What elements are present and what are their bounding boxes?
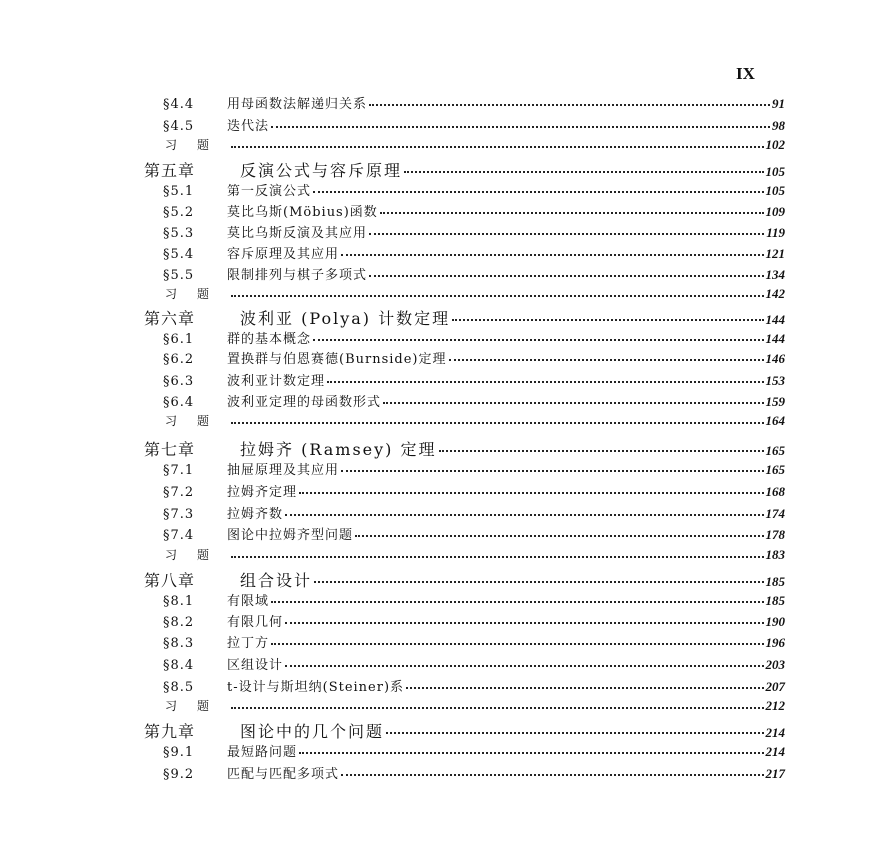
dot-leader [386, 732, 763, 734]
toc-entry-number: §8.1 [163, 594, 195, 609]
toc-exercise-row [165, 546, 785, 563]
toc-entry-page: 144 [765, 312, 785, 327]
toc-entry-number: 习题 [165, 548, 230, 562]
toc-entry-page: 91 [772, 96, 785, 111]
toc-entry-number: §6.4 [163, 395, 195, 410]
toc-section-row [163, 243, 785, 262]
toc-entry-title: 拉姆齐 (Ramsey) 定理 [240, 440, 437, 459]
toc-entry-title: 置换群与伯恩赛德(Burnside)定理 [227, 352, 447, 367]
toc-chapter-row [144, 437, 785, 460]
toc-entry-page: 105 [765, 183, 785, 198]
toc-entry-page: 178 [765, 527, 785, 542]
dot-leader [341, 470, 763, 472]
dot-leader [231, 422, 763, 424]
toc-entry-number: §5.5 [163, 268, 195, 283]
toc-section-row [163, 93, 785, 112]
toc-entry-title: 抽屉原理及其应用 [227, 463, 340, 478]
toc-entry-title: 限制排列与棋子多项式 [227, 268, 368, 283]
toc-entry-page: 153 [765, 373, 785, 388]
toc-entry-page: 207 [765, 679, 785, 694]
toc-entry-title: 图论中拉姆齐型问题 [227, 528, 354, 543]
toc-entry-number: 习题 [165, 699, 230, 713]
toc-entry-title: 波利亚计数定理 [227, 374, 326, 389]
toc-section-row [163, 201, 785, 220]
dot-leader [355, 535, 763, 537]
dot-leader [383, 402, 763, 404]
dot-leader [231, 146, 763, 148]
toc-entry-page: 196 [765, 635, 785, 650]
toc-section-row [163, 391, 785, 410]
toc-entry-page: 168 [765, 484, 785, 499]
page-number: IX [736, 64, 755, 83]
dot-leader [369, 233, 764, 235]
dot-leader [369, 275, 763, 277]
toc-entry-page: 185 [765, 593, 785, 608]
dot-leader [271, 126, 770, 128]
toc-entry-page: 159 [765, 394, 785, 409]
toc-entry-title: 迭代法 [227, 119, 270, 134]
toc-entry-number: §8.2 [163, 615, 195, 630]
toc-entry-title: 最短路问题 [227, 745, 298, 760]
toc-section-row [163, 741, 785, 760]
toc-entry-title: 莫比乌斯反演及其应用 [227, 226, 368, 241]
toc-entry-page: 119 [766, 225, 785, 240]
toc-entry-title: 图论中的几个问题 [240, 722, 385, 741]
toc-entry-page: 183 [765, 547, 785, 562]
toc-entry-page: 214 [765, 744, 785, 759]
toc-entry-title: 有限域 [227, 594, 270, 609]
toc-entry-number: §8.5 [163, 680, 195, 695]
toc-section-row [163, 524, 785, 543]
dot-leader [231, 556, 763, 558]
dot-leader [369, 104, 770, 106]
toc-entry-page: 214 [765, 725, 785, 740]
toc-entry-number: 第七章 [144, 440, 196, 459]
dot-leader [406, 687, 763, 689]
dot-leader [231, 295, 763, 297]
toc-entry-page: 203 [765, 657, 785, 672]
toc-entry-title: 有限几何 [227, 615, 284, 630]
dot-leader [341, 774, 763, 776]
toc-entry-title: t-设计与斯坦纳(Steiner)系 [227, 680, 405, 695]
dot-leader [285, 622, 763, 624]
toc-entry-number: 习题 [165, 414, 230, 428]
toc-section-row [163, 115, 785, 134]
toc-entry-number: 习题 [165, 138, 230, 152]
toc-section-row [163, 328, 785, 347]
toc-entry-number: §9.1 [163, 745, 195, 760]
toc-entry-title: 容斥原理及其应用 [227, 247, 340, 262]
toc-entry-number: §7.2 [163, 485, 195, 500]
toc-entry-page: 212 [765, 698, 785, 713]
toc-entry-number: 第六章 [144, 309, 196, 328]
toc-chapter-row [144, 158, 785, 181]
dot-leader [299, 752, 763, 754]
dot-leader [452, 319, 763, 321]
toc-entry-title: 区组设计 [227, 658, 284, 673]
toc-entry-page: 164 [765, 413, 785, 428]
toc-entry-number: §8.4 [163, 658, 195, 673]
toc-entry-title: 反演公式与容斥原理 [240, 161, 403, 180]
toc-entry-page: 190 [765, 614, 785, 629]
toc-section-row [163, 222, 785, 241]
toc-entry-page: 121 [765, 246, 785, 261]
toc-entry-page: 109 [765, 204, 785, 219]
toc-section-row [163, 763, 785, 782]
toc-entry-page: 146 [765, 351, 785, 366]
toc-entry-number: §6.3 [163, 374, 195, 389]
dot-leader [271, 643, 763, 645]
toc-entry-number: §5.2 [163, 205, 195, 220]
toc-entry-page: 102 [765, 137, 785, 152]
toc-entry-title: 拉丁方 [227, 636, 270, 651]
toc-entry-page: 142 [765, 286, 785, 301]
toc-entry-title: 波利亚定理的母函数形式 [227, 395, 382, 410]
toc-exercise-row [165, 697, 785, 714]
dot-leader [380, 212, 764, 214]
toc-section-row [163, 503, 785, 522]
toc-entry-number: §5.4 [163, 247, 195, 262]
toc-exercise-row [165, 136, 785, 153]
toc-entry-number: §4.5 [163, 119, 195, 134]
toc-entry-page: 98 [772, 118, 785, 133]
toc-chapter-row [144, 719, 785, 742]
toc-entry-number: 习题 [165, 287, 230, 301]
toc-entry-number: §9.2 [163, 767, 195, 782]
toc-chapter-row [144, 568, 785, 591]
toc-section-row [163, 590, 785, 609]
toc-entry-number: §7.3 [163, 507, 195, 522]
toc-entry-title: 用母函数法解递归关系 [227, 97, 368, 112]
dot-leader [341, 254, 763, 256]
dot-leader [285, 514, 763, 516]
toc-entry-page: 165 [765, 443, 785, 458]
toc-section-row [163, 611, 785, 630]
toc-entry-number: §8.3 [163, 636, 195, 651]
toc-entry-page: 144 [765, 331, 785, 346]
toc-entry-title: 群的基本概念 [227, 332, 312, 347]
toc-exercise-row [165, 285, 785, 302]
toc-section-row [163, 459, 785, 478]
toc-entry-title: 拉姆齐定理 [227, 485, 298, 500]
toc-entry-page: 185 [765, 574, 785, 589]
toc-entry-number: 第五章 [144, 161, 196, 180]
toc-section-row [163, 348, 785, 367]
toc-entry-title: 匹配与匹配多项式 [227, 767, 340, 782]
toc-entry-title: 第一反演公式 [227, 184, 312, 199]
toc-exercise-row [165, 412, 785, 429]
toc-entry-number: §7.1 [163, 463, 195, 478]
toc-entry-number: 第九章 [144, 722, 196, 741]
toc-entry-page: 134 [765, 267, 785, 282]
toc-entry-number: §6.2 [163, 352, 195, 367]
toc-entry-page: 174 [765, 506, 785, 521]
toc-entry-page: 217 [765, 766, 785, 781]
dot-leader [285, 665, 763, 667]
dot-leader [314, 581, 763, 583]
toc-entry-page: 105 [765, 164, 785, 179]
dot-leader [271, 601, 763, 603]
toc-section-row [163, 654, 785, 673]
dot-leader [231, 707, 763, 709]
toc-entry-number: §6.1 [163, 332, 195, 347]
toc-section-row [163, 676, 785, 695]
toc-section-row [163, 632, 785, 651]
toc-entry-number: 第八章 [144, 571, 196, 590]
dot-leader [439, 450, 764, 452]
toc-entry-title: 波利亚 (Polya) 计数定理 [240, 309, 451, 328]
toc-section-row [163, 481, 785, 500]
toc-entry-title: 组合设计 [240, 571, 313, 590]
dot-leader [404, 171, 763, 173]
toc-entry-title: 莫比乌斯(Möbius)函数 [227, 205, 378, 220]
dot-leader [313, 191, 763, 193]
dot-leader [313, 339, 763, 341]
toc-entry-number: §5.1 [163, 184, 195, 199]
toc-entry-page: 165 [765, 462, 785, 477]
toc-section-row [163, 180, 785, 199]
toc-section-row [163, 370, 785, 389]
toc-section-row [163, 264, 785, 283]
toc-entry-title: 拉姆齐数 [227, 507, 284, 522]
toc-entry-number: §7.4 [163, 528, 195, 543]
toc-entry-number: §4.4 [163, 97, 195, 112]
dot-leader [327, 381, 763, 383]
toc-chapter-row [144, 306, 785, 329]
toc-entry-number: §5.3 [163, 226, 195, 241]
dot-leader [449, 359, 764, 361]
dot-leader [299, 492, 763, 494]
